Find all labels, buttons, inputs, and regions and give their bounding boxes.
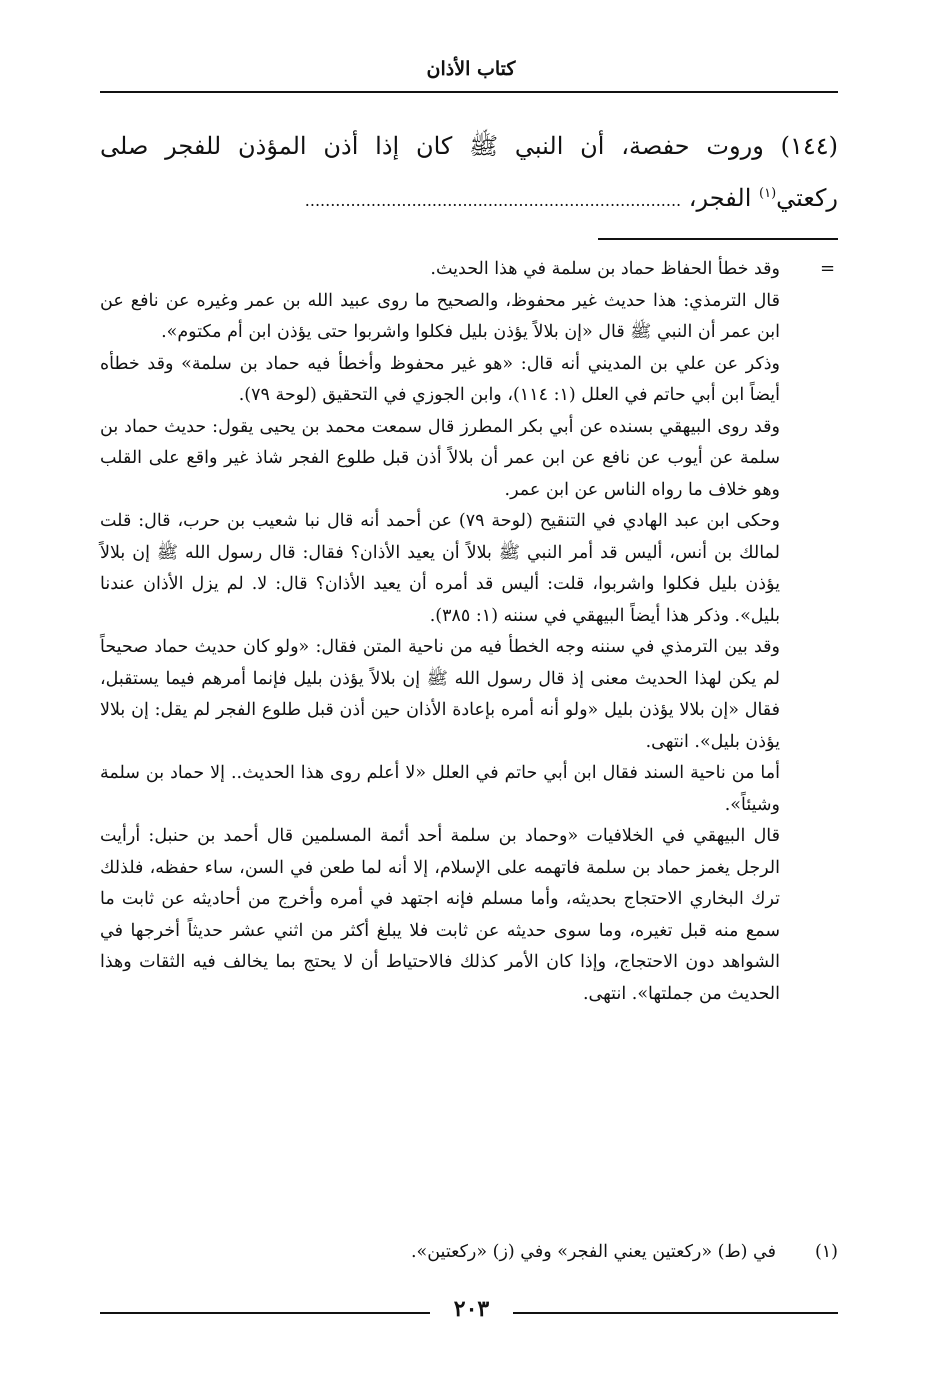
commentary-paragraph: أما من ناحية السند فقال ابن أبي حاتم في العلل «لا أعلم روى هذا الحديث.. إلا حماد بن سلمة وشيئاً».: [100, 763, 780, 815]
footnote-number: (١): [814, 1242, 838, 1262]
hadith-word: ركعتي: [776, 184, 838, 212]
footer-rule-left: [100, 1312, 430, 1314]
commentary-paragraph: قال البيهقي في الخلافيات «وحماد بن سلمة أحد أئمة المسلمين قال أحمد بن حنبل: أرأيت الرجل يغمز حماد بن سلمة فاتهمه على الإسلام، إلا أنه لما طعن في السن، ساء حفظه، فلذلك ترك البخاري الاحتجاج بحديثه، وأما مسلم فإنه اجتهد في أمره وأخرج من أحاديثه عن ثابت ما سمع منه قبل تغيره، وما سوى حديثه عن ثابت فلا يبلغ أكثر من اثني عشر حديثاً أخرجها في الشواهد دون الاحتجاج، وإذا كان الأمر كذلك فالاحتياط أن لا يحتج بما يخالف فيه الثقات وهذا الحديث من جملتها». انتهى.: [100, 826, 780, 1004]
commentary-paragraph: وقد بين الترمذي في سننه وجه الخطأ فيه من ناحية المتن فقال: «ولو كان حديث حماد صحيحاً لم يكن لهذا الحديث معنى إذ قال رسول الله ﷺ إن بلالاً يؤذن بليل فإنما أمرهم فيما يستقبل، فقال «إن بلالا يؤذن بليل «ولو أنه أمره بإعادة الأذان حين أذن قبل طلوع الفجر لم يقل: إن بلالا يؤذن بليل». انتهى.: [100, 637, 780, 752]
footnote-reference: (١): [759, 186, 777, 201]
continuation-marker: =: [820, 258, 836, 279]
footnote-text: في (ط) «ركعتين يعني الفجر» وفي (ز) «ركعتين».: [410, 1242, 776, 1262]
footer-rule-right: [513, 1312, 838, 1314]
hadith-line-1: (١٤٤) وروت حفصة، أن النبي ﷺ كان إذا أذن المؤذن للفجر صلى: [100, 132, 838, 160]
hadith-word-rest: الفجر،: [688, 184, 760, 212]
commentary-paragraph: وقد خطأ الحفاظ حماد بن سلمة في هذا الحديث.: [430, 259, 780, 279]
hadith-line-2: [100, 170, 838, 218]
header-rule: [100, 91, 838, 93]
commentary-paragraph: قال الترمذي: هذا حديث غير محفوظ، والصحيح ما روى عبيد الله بن عمر وغيره عن نافع عن ابن عمر أن النبي ﷺ قال «إن بلالاً يؤذن بليل فكلوا واشربوا حتى يؤذن ابن أم مكتوم».: [100, 290, 780, 342]
hadith-text: [100, 122, 838, 218]
hadith-rule: [598, 238, 838, 240]
commentary-paragraph: وقد روى البيهقي بسنده عن أبي بكر المطرز قال سمعت محمد بن يحيى يقول: حديث حماد بن سلمة عن أيوب عن نافع عن ابن عمر أن بلالاً أذن قبل طلوع الفجر شاذ غير واقع على القلب وهو خلاف ما رواه الناس عن ابن عمر.: [100, 416, 780, 500]
commentary-paragraph: وذكر عن علي بن المديني أنه قال: «هو غير محفوظ وأخطأ فيه حماد بن سلمة» وقد خطأه أيضاً ابن أبي حاتم في العلل (١: ١١٤)، وابن الجوزي في التحقيق (لوحة ٧٩).: [100, 353, 780, 405]
commentary-paragraph: وحكى ابن عبد الهادي في التنقيح (لوحة ٧٩) عن أحمد أنه قال نبا شعيب بن حرب، قال: قلت لمالك بن أنس، أليس قد أمر النبي ﷺ بلالاً أن يعيد الأذان؟ فقال: قال رسول الله ﷺ إن بلالاً يؤذن بليل فكلوا واشربوا، قلت: أليس قد أمره أن يعيد الأذان؟ قال: لا. لم يزل الأذان عندنا بليل». وذكر هذا أيضاً البيهقي في سننه (١: ٣٨٥).: [100, 511, 780, 626]
dotted-leader: ..........................................................................: [304, 191, 682, 210]
commentary-text: [100, 254, 780, 1010]
chapter-title: كتاب الأذان: [426, 58, 516, 80]
page-number: ٢٠٣: [453, 1296, 490, 1322]
